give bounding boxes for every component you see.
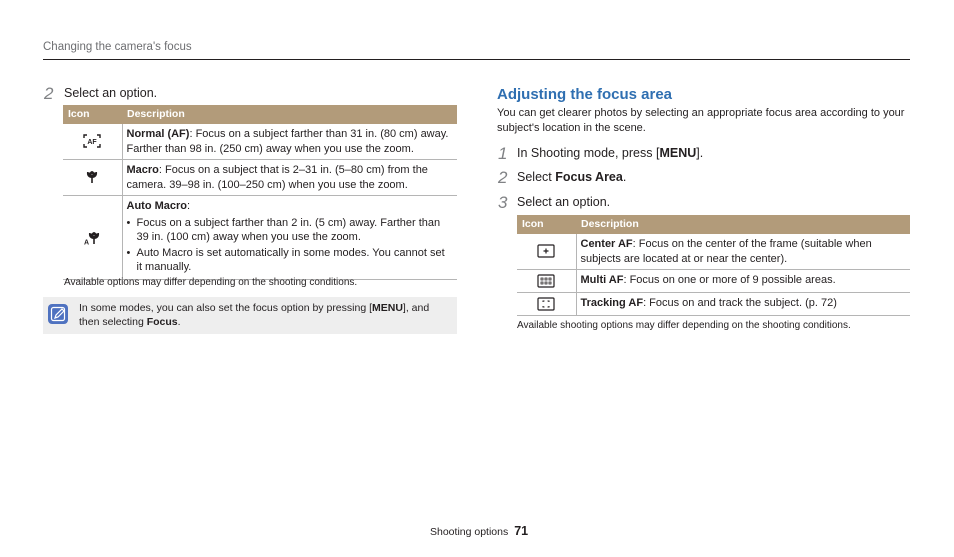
footer-section: Shooting options xyxy=(430,526,509,538)
step-text xyxy=(517,195,610,209)
table-row xyxy=(517,234,910,270)
macro-icon xyxy=(85,170,99,184)
step-text-part: Select xyxy=(517,170,556,184)
step-text-part: . xyxy=(622,170,627,184)
normal-af-icon xyxy=(83,134,101,148)
col-icon-header: Icon xyxy=(63,105,122,124)
option-text: : Focus on a subject farther than 31 in. (80 cm) away. Farther than 98 in. (250 cm) away when you use the zoom. xyxy=(126,128,449,155)
menu-key-label: MENU xyxy=(659,146,697,160)
tracking-af-icon xyxy=(537,297,555,311)
icon-cell xyxy=(517,270,576,293)
icon-cell xyxy=(63,160,122,196)
col-icon-header: Icon xyxy=(517,215,576,234)
option-title: Center AF xyxy=(580,238,633,250)
description-cell xyxy=(576,234,910,270)
memo-text-part: In some modes, you can also set the focus option by pressing [ xyxy=(79,302,372,314)
multi-af-icon xyxy=(537,274,555,288)
description-cell xyxy=(122,160,457,196)
option-title: Macro xyxy=(126,164,159,176)
section-title: Adjusting the focus area xyxy=(497,86,673,103)
table-row xyxy=(63,160,457,196)
icon-cell xyxy=(63,196,122,280)
table-row xyxy=(517,293,910,316)
focus-area-table xyxy=(517,215,910,316)
step-number: 2 xyxy=(498,168,508,187)
bullet-list xyxy=(127,216,453,275)
step-number: 3 xyxy=(498,193,508,212)
option-text: : Focus on one or more of 9 possible areas. xyxy=(623,274,836,286)
option-title: Auto Macro xyxy=(126,200,187,212)
focus-area-label: Focus Area xyxy=(555,170,623,184)
center-af-icon xyxy=(537,244,555,258)
focus-menu-label: Focus xyxy=(146,316,178,328)
icon-cell xyxy=(63,124,122,160)
step-text: Select an option. xyxy=(64,86,158,100)
memo-text-part: . xyxy=(177,316,181,328)
col-description-header: Description xyxy=(122,105,457,124)
step-number: 1 xyxy=(498,144,508,163)
option-title: Multi AF xyxy=(580,274,624,286)
step-text-part: In Shooting mode, press [ xyxy=(517,146,660,160)
icon-cell xyxy=(517,234,576,270)
note-pencil-icon xyxy=(48,304,68,324)
list-item: • Auto Macro is set automatically in some modes. You cannot set it manually. xyxy=(127,246,453,275)
option-text: : Focus on the center of the frame (suitable when subjects are located at or near the center). xyxy=(580,238,872,265)
step-text-part: Select an option. xyxy=(517,195,611,209)
step-number: 2 xyxy=(44,84,54,103)
availability-note: Available options may differ depending on the shooting conditions. xyxy=(64,277,358,288)
memo-text-part: ], and then selecting xyxy=(79,302,430,328)
section-intro: You can get clearer photos by selecting an appropriate focus area according to your subject's location in the scene. xyxy=(497,107,905,134)
memo-box xyxy=(43,297,457,334)
description-cell xyxy=(576,293,910,316)
running-header: Changing the camera's focus xyxy=(43,41,192,53)
menu-key-label: MENU xyxy=(372,302,403,314)
auto-macro-icon xyxy=(83,229,101,245)
table-header-row xyxy=(517,215,910,234)
page-footer xyxy=(430,524,528,538)
option-text: : Focus on a subject that is 2–31 in. (5–80 cm) from the camera. 39–98 in. (100–250 cm) when you use the zoom. xyxy=(126,164,428,191)
page-number: 71 xyxy=(514,524,529,538)
description-cell xyxy=(122,196,457,280)
memo-text xyxy=(79,301,449,329)
option-title: Normal (AF) xyxy=(126,128,190,140)
step-text-part: ]. xyxy=(696,146,704,160)
svg-text:AF: AF xyxy=(87,139,97,147)
option-text: : xyxy=(187,200,191,212)
step-text xyxy=(517,170,626,184)
description-cell xyxy=(576,270,910,293)
table-header-row xyxy=(63,105,457,124)
table-row xyxy=(63,196,457,280)
focus-options-table xyxy=(63,105,457,280)
col-description-header: Description xyxy=(576,215,910,234)
list-item: • Focus on a subject farther than 2 in. (5 cm) away. Farther than 39 in. (100 cm) away when you use the zoom. xyxy=(127,216,453,245)
table-row xyxy=(517,270,910,293)
option-title: Tracking AF xyxy=(580,297,644,309)
header-rule xyxy=(43,59,910,60)
table-row xyxy=(63,124,457,160)
description-cell xyxy=(122,124,457,160)
availability-note: Available shooting options may differ depending on the shooting conditions. xyxy=(517,320,851,331)
step-text xyxy=(517,146,703,160)
option-text: : Focus on and track the subject. (p. 72) xyxy=(643,297,837,309)
svg-text:A: A xyxy=(84,239,90,246)
icon-cell xyxy=(517,293,576,316)
